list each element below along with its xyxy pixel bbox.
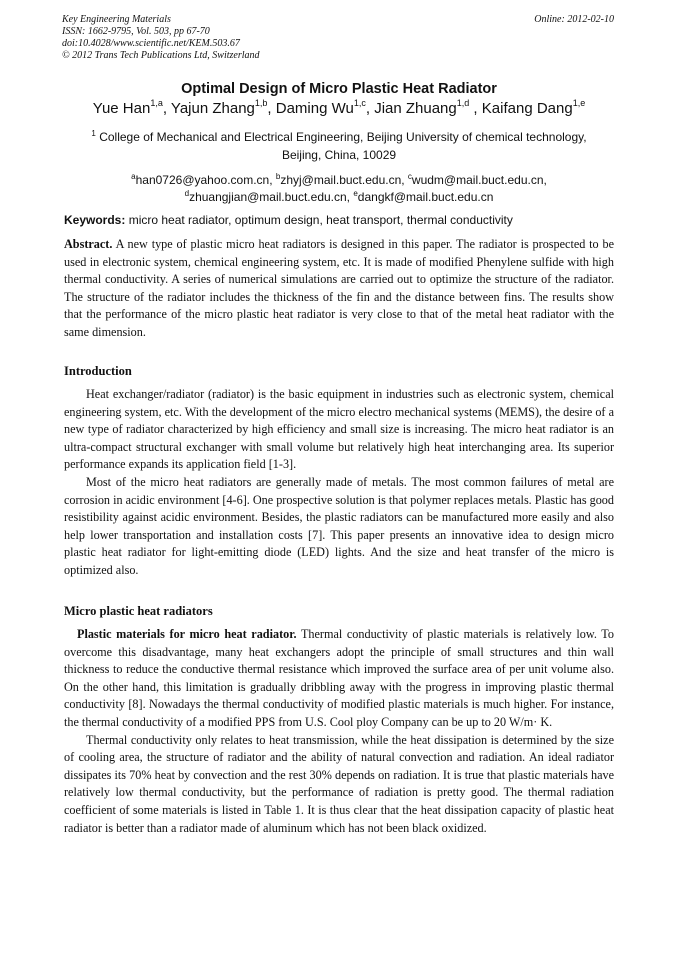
author-affil-mark: 1,d bbox=[456, 98, 470, 108]
affiliation-line-1: College of Mechanical and Electrical Engineering, Beijing University of chemical technology, bbox=[95, 130, 587, 144]
abstract-label: Abstract. bbox=[64, 237, 113, 251]
paragraph: Most of the micro heat radiators are generally made of metals. The most common failures of metal are corrosion in acidic environment [4-6]. One prospective solution is that polymer replaces metals. Plastic has good resistibility against acidic environment. Besides, the plastic radiators can be manufactured more easily and also help lower transportation and installation costs [7]. This paper presents an innovative idea to design micro plastic heat radiator for light-emitting diode (LED) lights. And the size and heat transfer of the micro is optimized also. bbox=[64, 474, 614, 577]
author-separator: , bbox=[365, 100, 375, 117]
author-name: Kaifang Dang bbox=[481, 100, 573, 117]
abstract bbox=[64, 236, 614, 342]
email-a[interactable]: han0726@yahoo.com.cn, bbox=[135, 173, 276, 187]
paragraph: Thermal conductivity only relates to heat transmission, while the heat dissipation is determined by the size of cooling area, the structure of radiator and the ability of natural convection and radiation. An ideal radiator dissipates its 70% heat by convection and the rest 30% depends on radiation. It is true that plastic materials have relatively low thermal conductivity, but the performance of radiation is pretty good. The thermal radiation coefficient of some materials is listed in Table 1. It is thus clear that the heat dissipation capacity of plastic heat radiator is better than a radiator made of aluminum which has not been black oxidized. bbox=[64, 732, 614, 835]
keywords-label: Keywords: bbox=[64, 213, 126, 227]
paragraph: Heat exchanger/radiator (radiator) is the basic equipment in industries such as electronic system, chemical engineering system, etc. With the development of the micro electro mechanical systems (MEMS), the desire of a new type of radiator characterized by high efficiency and small size is increasing. The micro heat radiator is an ultra-compact structural exchanger with small volume but relatively high heat interchanging area. Its superior performance expands its application field [1-3]. bbox=[64, 387, 614, 472]
journal-name: Key Engineering Materials bbox=[62, 14, 171, 25]
email-b[interactable]: zhyj@mail.buct.edu.cn, bbox=[280, 173, 408, 187]
author-separator: , bbox=[267, 100, 276, 117]
paper-title: Optimal Design of Micro Plastic Heat Radiator bbox=[181, 81, 497, 97]
author-list bbox=[0, 99, 678, 119]
keywords bbox=[64, 212, 614, 228]
author-affil-mark: 1,b bbox=[254, 98, 268, 108]
section-heading-micro-radiators: Micro plastic heat radiators bbox=[64, 604, 213, 618]
author-name: Yajun Zhang bbox=[170, 100, 255, 117]
affiliation-mark: 1 bbox=[91, 129, 96, 138]
author-affil-mark: 1,e bbox=[572, 98, 586, 108]
online-date: Online: 2012-02-10 bbox=[534, 14, 614, 25]
author-name: Jian Zhuang bbox=[374, 100, 457, 117]
keywords-text: micro heat radiator, optimum design, heat transport, thermal conductivity bbox=[125, 213, 513, 227]
copyright-line: © 2012 Trans Tech Publications Ltd, Switzerland bbox=[62, 50, 260, 61]
author-name: Yue Han bbox=[92, 100, 151, 117]
paragraph: Thermal conductivity of plastic materials is relatively low. To overcome this disadvantage, many heat exchangers adopt the principle of small structures and thin wall thickness to reduce the conductive thermal resistance which improved the surface area of per unit volume also. On the other hand, this limitation is gradually dribbling away with the progress in improving plastic thermal conductivity [8]. Nowadays the thermal conductivity of modified plastic materials is much higher. For instance, the thermal conductivity of a modified PPS from U.S. Cool ploy Company can be up to 20 W/m· K. bbox=[64, 627, 614, 729]
affiliation bbox=[70, 128, 608, 164]
author-separator: , bbox=[469, 100, 478, 117]
issn-line: ISSN: 1662-9795, Vol. 503, pp 67-70 bbox=[62, 26, 210, 37]
author-affil-mark: 1,a bbox=[150, 98, 163, 108]
author-separator: , bbox=[162, 100, 171, 117]
affiliation-line-2: Beijing, China, 10029 bbox=[281, 148, 397, 162]
email-d[interactable]: zhuangjian@mail.buct.edu.cn, bbox=[189, 190, 354, 204]
doi-line: doi:10.4028/www.scientific.net/KEM.503.67 bbox=[62, 38, 240, 49]
section-heading-introduction: Introduction bbox=[64, 364, 132, 378]
email-c[interactable]: wudm@mail.buct.edu.cn, bbox=[411, 173, 547, 187]
author-emails: $^a$han0726@yahoo.com.cn, $^b$zhyj@mail.buct.edu.cn, $^c$wudm@mail.buct.edu.cn, $^d$zhuangjian@mail.buct.edu.cn, $^e$dangkf@mail.buct.edu.cn bbox=[131, 172, 547, 204]
author-name: Daming Wu bbox=[275, 100, 354, 117]
author-affil-mark: 1,c bbox=[353, 98, 366, 108]
introduction-body bbox=[64, 386, 614, 580]
abstract-text: A new type of plastic micro heat radiators is designed in this paper. The radiator is prospected to be used in electronic system, chemical engineering system, etc. It is made of modified Phenylene sulfide with high thermal conductivity. A series of numerical simulations are carried out to optimize the structure of the radiator. The structure of the radiator includes the thickness of the fin and the distance between fins. The results show that the performance of the micro plastic heat radiator is very close to that of the metal heat radiator with the same dimension. bbox=[64, 237, 614, 339]
micro-section-body bbox=[64, 626, 614, 837]
email-e[interactable]: dangkf@mail.buct.edu.cn bbox=[357, 190, 494, 204]
journal-info bbox=[62, 14, 614, 62]
journal-header bbox=[62, 14, 614, 62]
subsection-run-in-heading: Plastic materials for micro heat radiator. bbox=[77, 627, 297, 641]
